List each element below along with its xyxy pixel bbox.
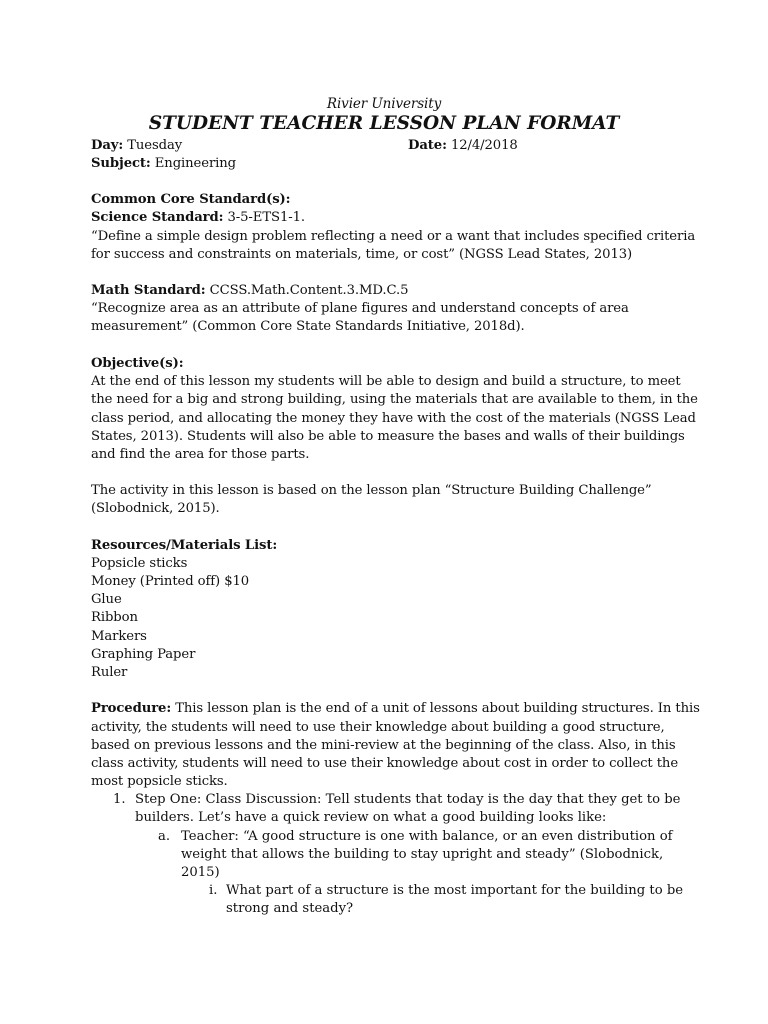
science-standard-label: Science Standard: xyxy=(91,210,224,225)
material-item: Popsicle sticks xyxy=(91,556,188,571)
step-line: builders. Let’s have a quick review on what a good building looks like: xyxy=(135,810,607,825)
subject-value: Engineering xyxy=(154,156,237,171)
science-quote-line: “Define a simple design problem reflecting a need or a want that includes specified criteria xyxy=(91,229,696,244)
sub-substep-line: What part of a structure is the most important for the building to be xyxy=(226,883,684,898)
math-standard-row xyxy=(91,282,408,300)
substep-line: weight that allows the building to stay upright and steady” (Slobodnick, xyxy=(181,847,664,862)
math-quote-line: “Recognize area as an attribute of plane figures and understand concepts of area xyxy=(91,301,629,316)
document-title: STUDENT TEACHER LESSON PLAN FORMAT xyxy=(148,113,620,134)
subject-row xyxy=(91,155,236,173)
sub-substep-line: strong and steady? xyxy=(226,901,354,916)
material-item: Graphing Paper xyxy=(91,647,196,662)
standards-heading: Common Core Standard(s): xyxy=(91,192,291,207)
material-item: Glue xyxy=(91,592,122,607)
substep-line: Teacher: “A good structure is one with balance, or an even distribution of xyxy=(181,829,673,844)
day-row xyxy=(91,137,182,155)
science-quote-line: for success and constraints on materials, time, or cost” (NGSS Lead States, 2013) xyxy=(91,247,633,262)
date-value: 12/4/2018 xyxy=(450,138,518,153)
math-standard-label: Math Standard: xyxy=(91,283,206,298)
substep-marker: a. xyxy=(158,829,171,844)
math-standard-value: CCSS.Math.Content.3.MD.C.5 xyxy=(209,283,409,298)
math-quote-line: measurement” (Common Core State Standards Initiative, 2018d). xyxy=(91,319,525,334)
date-label: Date: xyxy=(408,138,447,153)
step-number: 1. xyxy=(113,792,126,807)
objective-line: and find the area for those parts. xyxy=(91,447,310,462)
sub-substep-marker: i. xyxy=(209,883,218,898)
procedure-line: class activity, students will need to use their knowledge about cost in order to collect the xyxy=(91,756,679,771)
activity-line: (Slobodnick, 2015). xyxy=(91,501,220,516)
step-line: Step One: Class Discussion: Tell students that today is the day that they get to be xyxy=(135,792,681,807)
materials-heading: Resources/Materials List: xyxy=(91,538,278,553)
material-item: Ribbon xyxy=(91,610,138,625)
objective-line: At the end of this lesson my students will be able to design and build a structure, to meet xyxy=(91,374,681,389)
university-name: Rivier University xyxy=(326,96,442,112)
science-standard-value: 3-5-ETS1-1. xyxy=(227,210,305,225)
science-standard-row xyxy=(91,209,305,227)
procedure-line: most popsicle sticks. xyxy=(91,774,228,789)
procedure-text: This lesson plan is the end of a unit of lessons about building structures. In this xyxy=(175,701,700,716)
activity-line: The activity in this lesson is based on the lesson plan “Structure Building Challenge” xyxy=(91,483,652,498)
material-item: Markers xyxy=(91,629,147,644)
objectives-heading: Objective(s): xyxy=(91,356,184,371)
material-item: Money (Printed off) $10 xyxy=(91,574,250,589)
day-value: Tuesday xyxy=(127,138,183,153)
procedure-first-line xyxy=(91,700,700,718)
procedure-label: Procedure: xyxy=(91,701,172,716)
objective-line: class period, and allocating the money they have with the cost of the materials (NGSS Lead xyxy=(91,411,696,426)
material-item: Ruler xyxy=(91,665,128,680)
objective-line: the need for a big and strong building, using the materials that are available to them, in the xyxy=(91,392,698,407)
subject-label: Subject: xyxy=(91,156,151,171)
objective-line: States, 2013). Students will also be able to measure the bases and walls of their buildings xyxy=(91,429,685,444)
substep-line: 2015) xyxy=(181,865,220,880)
procedure-line: based on previous lessons and the mini-review at the beginning of the class. Also, in this xyxy=(91,738,676,753)
procedure-line: activity, the students will need to use their knowledge about building a good structure, xyxy=(91,720,665,735)
day-label: Day: xyxy=(91,138,124,153)
date-row xyxy=(408,137,518,155)
